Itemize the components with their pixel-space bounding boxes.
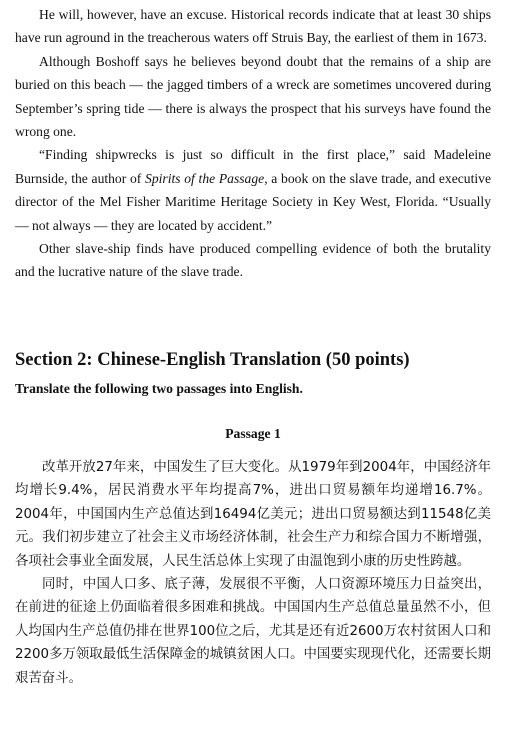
chinese-paragraph: 改革开放27年来，中国发生了巨大变化。从1979年到2004年，中国经济年均增长9.4%，居民消费水平年均提高7%，进出口贸易额年均递增16.7%。2004年，中国国内生产总值达到16494亿美元；进出口贸易额达到11548亿美元。我们初步建立了社会主义市场经济体制，社会生产力和综合国力不断增强，各项社会事业全面发展，人民生活总体上实现了由温饱到小康的历史性跨越。 xyxy=(15,460,491,569)
chinese-paragraph: 同时，中国人口多、底子薄，发展很不平衡，人口资源环境压力日益突出，在前进的征途上仍面临着很多困难和挑战。中国国内生产总值总量虽然不小，但人均国内生产总值仍排在世界100位之后，尤其是还有近2600万农村贫困人口和2200多万领取最低生活保障金的城镇贫困人口。中国要实现现代化，还需要长期艰苦奋斗。 xyxy=(15,577,491,686)
english-passage xyxy=(15,3,491,284)
section-title: Section 2: Chinese-English Translation (50 points) xyxy=(15,350,410,370)
document-page xyxy=(15,0,491,686)
english-paragraph: Although Boshoff says he believes beyond doubt that the remains of a ship are buried on this beach — the jagged timbers of a wreck are sometimes uncovered during September’s spring tide — there is always the prospect that his surveys have found the wrong one. xyxy=(15,53,491,140)
english-paragraph: He will, however, have an excuse. Historical records indicate that at least 30 ships have run aground in the treacherous waters off Struis Bay, the earliest of them in 1673. xyxy=(15,7,491,46)
english-paragraph: Other slave-ship finds have produced compelling evidence of both the brutality and the lucrative nature of the slave trade. xyxy=(15,241,491,280)
section-instruction: Translate the following two passages into English. xyxy=(15,381,303,396)
passage-title: Passage 1 xyxy=(225,426,281,441)
english-paragraph xyxy=(15,143,491,237)
quote-text: “Finding shipwrecks is just so difficult in the first place,” said Madeleine Burnside, the author of xyxy=(15,147,491,186)
quote-text-continued: , a book on the slave trade, and executive director of the Mel Fisher Maritime Heritage Society in Key West, Florida. “Usually — not always — they are located by accident.” xyxy=(15,170,491,233)
chinese-passage xyxy=(15,456,491,690)
book-title: Spirits of the Passage xyxy=(145,170,265,186)
